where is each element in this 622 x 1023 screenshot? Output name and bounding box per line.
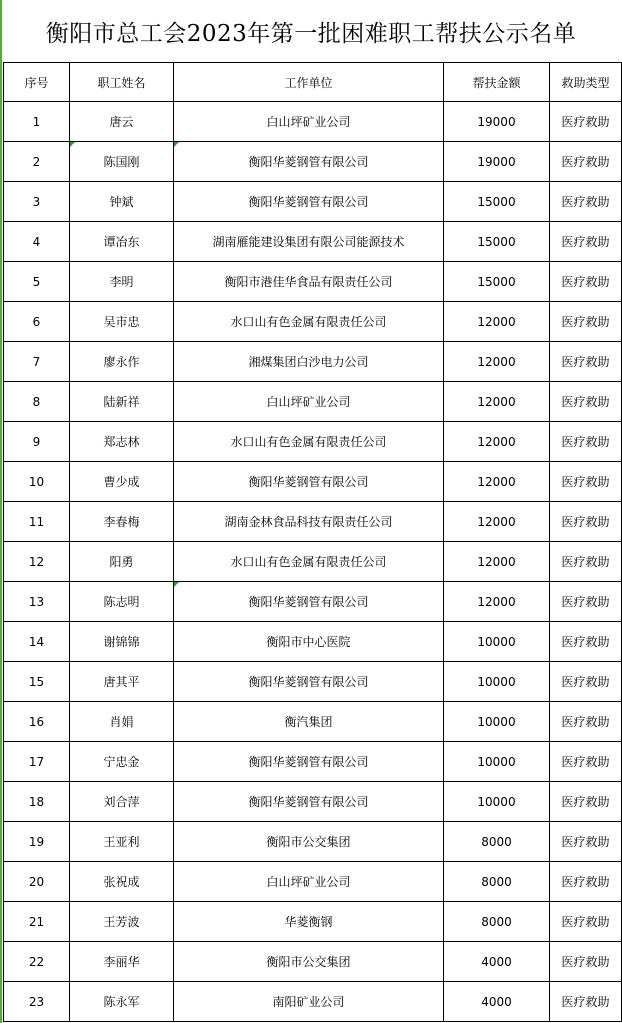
cell-index: 22 xyxy=(4,942,70,982)
cell-type: 医疗救助 xyxy=(550,902,622,942)
table-row xyxy=(4,462,622,502)
cell-name: 曹少成 xyxy=(70,462,174,502)
table-header-row xyxy=(4,63,622,102)
cell-name: 吴市忠 xyxy=(70,302,174,342)
cell-workplace: 衡阳华菱钢管有限公司 xyxy=(174,782,444,822)
cell-workplace: 水口山有色金属有限责任公司 xyxy=(174,302,444,342)
cell-index: 3 xyxy=(4,182,70,222)
table-row xyxy=(4,902,622,942)
cell-workplace: 白山坪矿业公司 xyxy=(174,862,444,902)
cell-amount: 4000 xyxy=(444,982,550,1022)
cell-type: 医疗救助 xyxy=(550,742,622,782)
table-row xyxy=(4,302,622,342)
cell-index: 13 xyxy=(4,582,70,622)
column-header-index: 序号 xyxy=(4,63,70,102)
cell-name: 陆新祥 xyxy=(70,382,174,422)
cell-type: 医疗救助 xyxy=(550,462,622,502)
cell-index: 16 xyxy=(4,702,70,742)
cell-workplace: 衡阳华菱钢管有限公司 xyxy=(174,742,444,782)
cell-amount: 15000 xyxy=(444,182,550,222)
cell-name: 钟斌 xyxy=(70,182,174,222)
table-row xyxy=(4,102,622,142)
cell-index: 1 xyxy=(4,102,70,142)
table-row xyxy=(4,782,622,822)
cell-amount: 19000 xyxy=(444,142,550,182)
cell-amount: 12000 xyxy=(444,462,550,502)
cell-workplace: 衡阳华菱钢管有限公司 xyxy=(174,662,444,702)
cell-amount: 8000 xyxy=(444,902,550,942)
cell-index: 5 xyxy=(4,262,70,302)
cell-type: 医疗救助 xyxy=(550,102,622,142)
cell-workplace: 华菱衡钢 xyxy=(174,902,444,942)
cell-type: 医疗救助 xyxy=(550,662,622,702)
table-row xyxy=(4,342,622,382)
table-row xyxy=(4,942,622,982)
cell-name: 谭冶东 xyxy=(70,222,174,262)
cell-name: 刘合萍 xyxy=(70,782,174,822)
table-row xyxy=(4,542,622,582)
cell-amount: 12000 xyxy=(444,582,550,622)
cell-type: 医疗救助 xyxy=(550,582,622,622)
cell-type: 医疗救助 xyxy=(550,302,622,342)
table-row xyxy=(4,702,622,742)
cell-index: 7 xyxy=(4,342,70,382)
table-row xyxy=(4,142,622,182)
table-row xyxy=(4,822,622,862)
cell-index: 15 xyxy=(4,662,70,702)
cell-name: 王芳波 xyxy=(70,902,174,942)
cell-workplace: 衡阳华菱钢管有限公司 xyxy=(174,142,444,182)
cell-index: 21 xyxy=(4,902,70,942)
cell-name: 张祝成 xyxy=(70,862,174,902)
cell-type: 医疗救助 xyxy=(550,822,622,862)
cell-workplace: 衡汽集团 xyxy=(174,702,444,742)
cell-workplace: 衡阳市港佳华食品有限责任公司 xyxy=(174,262,444,302)
column-header-workplace: 工作单位 xyxy=(174,63,444,102)
cell-type: 医疗救助 xyxy=(550,262,622,302)
assistance-table xyxy=(3,62,622,1022)
cell-name: 陈永军 xyxy=(70,982,174,1022)
cell-name: 李春梅 xyxy=(70,502,174,542)
cell-type: 医疗救助 xyxy=(550,502,622,542)
cell-workplace: 白山坪矿业公司 xyxy=(174,382,444,422)
cell-name: 李丽华 xyxy=(70,942,174,982)
page-title: 衡阳市总工会2023年第一批困难职工帮扶公示名单 xyxy=(45,20,577,47)
table-row xyxy=(4,622,622,662)
cell-name: 郑志林 xyxy=(70,422,174,462)
cell-index: 2 xyxy=(4,142,70,182)
cell-type: 医疗救助 xyxy=(550,862,622,902)
cell-name: 陈国刚 xyxy=(70,142,174,182)
cell-workplace: 衡阳市中心医院 xyxy=(174,622,444,662)
cell-indicator-mark xyxy=(174,142,179,147)
cell-type: 医疗救助 xyxy=(550,382,622,422)
cell-workplace: 衡阳华菱钢管有限公司 xyxy=(174,462,444,502)
cell-workplace: 南阳矿业公司 xyxy=(174,982,444,1022)
table-row xyxy=(4,262,622,302)
cell-amount: 12000 xyxy=(444,342,550,382)
cell-amount: 15000 xyxy=(444,262,550,302)
table-row xyxy=(4,982,622,1022)
cell-workplace: 衡阳华菱钢管有限公司 xyxy=(174,582,444,622)
cell-index: 20 xyxy=(4,862,70,902)
cell-amount: 4000 xyxy=(444,942,550,982)
cell-type: 医疗救助 xyxy=(550,782,622,822)
cell-name: 王亚利 xyxy=(70,822,174,862)
cell-type: 医疗救助 xyxy=(550,702,622,742)
cell-indicator-mark xyxy=(70,142,75,147)
cell-workplace: 湘煤集团白沙电力公司 xyxy=(174,342,444,382)
cell-amount: 19000 xyxy=(444,102,550,142)
cell-index: 8 xyxy=(4,382,70,422)
cell-workplace: 白山坪矿业公司 xyxy=(174,102,444,142)
table-row xyxy=(4,582,622,622)
cell-index: 6 xyxy=(4,302,70,342)
cell-type: 医疗救助 xyxy=(550,982,622,1022)
table-row xyxy=(4,422,622,462)
column-header-type: 救助类型 xyxy=(550,63,622,102)
cell-index: 14 xyxy=(4,622,70,662)
cell-workplace: 衡阳市公交集团 xyxy=(174,822,444,862)
cell-index: 18 xyxy=(4,782,70,822)
cell-workplace: 水口山有色金属有限责任公司 xyxy=(174,422,444,462)
cell-name: 李明 xyxy=(70,262,174,302)
cell-amount: 8000 xyxy=(444,822,550,862)
cell-name: 谢锦锦 xyxy=(70,622,174,662)
cell-name: 阳勇 xyxy=(70,542,174,582)
cell-type: 医疗救助 xyxy=(550,542,622,582)
cell-amount: 12000 xyxy=(444,422,550,462)
cell-amount: 10000 xyxy=(444,702,550,742)
cell-type: 医疗救助 xyxy=(550,142,622,182)
cell-type: 医疗救助 xyxy=(550,342,622,382)
cell-amount: 12000 xyxy=(444,502,550,542)
cell-amount: 12000 xyxy=(444,382,550,422)
cell-index: 9 xyxy=(4,422,70,462)
cell-name: 唐云 xyxy=(70,102,174,142)
cell-type: 医疗救助 xyxy=(550,182,622,222)
cell-name: 廖永作 xyxy=(70,342,174,382)
cell-amount: 12000 xyxy=(444,542,550,582)
table-row xyxy=(4,222,622,262)
table-row xyxy=(4,742,622,782)
cell-index: 4 xyxy=(4,222,70,262)
table-row xyxy=(4,182,622,222)
table-row xyxy=(4,662,622,702)
cell-index: 11 xyxy=(4,502,70,542)
table-row xyxy=(4,862,622,902)
cell-workplace: 湖南雁能建设集团有限公司能源技术 xyxy=(174,222,444,262)
cell-type: 医疗救助 xyxy=(550,622,622,662)
cell-index: 12 xyxy=(4,542,70,582)
cell-amount: 8000 xyxy=(444,862,550,902)
sheet-left-edge xyxy=(0,0,2,1023)
cell-workplace: 湖南金林食品科技有限责任公司 xyxy=(174,502,444,542)
cell-type: 医疗救助 xyxy=(550,942,622,982)
cell-index: 19 xyxy=(4,822,70,862)
cell-name: 宁忠金 xyxy=(70,742,174,782)
cell-workplace: 衡阳华菱钢管有限公司 xyxy=(174,182,444,222)
cell-type: 医疗救助 xyxy=(550,222,622,262)
cell-name: 肖娟 xyxy=(70,702,174,742)
table-row xyxy=(4,382,622,422)
cell-index: 10 xyxy=(4,462,70,502)
cell-workplace: 衡阳市公交集团 xyxy=(174,942,444,982)
cell-amount: 10000 xyxy=(444,742,550,782)
cell-name: 陈志明 xyxy=(70,582,174,622)
cell-amount: 10000 xyxy=(444,662,550,702)
cell-type: 医疗救助 xyxy=(550,422,622,462)
column-header-amount: 帮扶金额 xyxy=(444,63,550,102)
cell-indicator-mark xyxy=(174,582,179,587)
cell-amount: 10000 xyxy=(444,622,550,662)
column-header-name: 职工姓名 xyxy=(70,63,174,102)
cell-amount: 10000 xyxy=(444,782,550,822)
cell-name: 唐其平 xyxy=(70,662,174,702)
cell-amount: 15000 xyxy=(444,222,550,262)
cell-index: 17 xyxy=(4,742,70,782)
table-row xyxy=(4,502,622,542)
cell-amount: 12000 xyxy=(444,302,550,342)
cell-index: 23 xyxy=(4,982,70,1022)
cell-workplace: 水口山有色金属有限责任公司 xyxy=(174,542,444,582)
